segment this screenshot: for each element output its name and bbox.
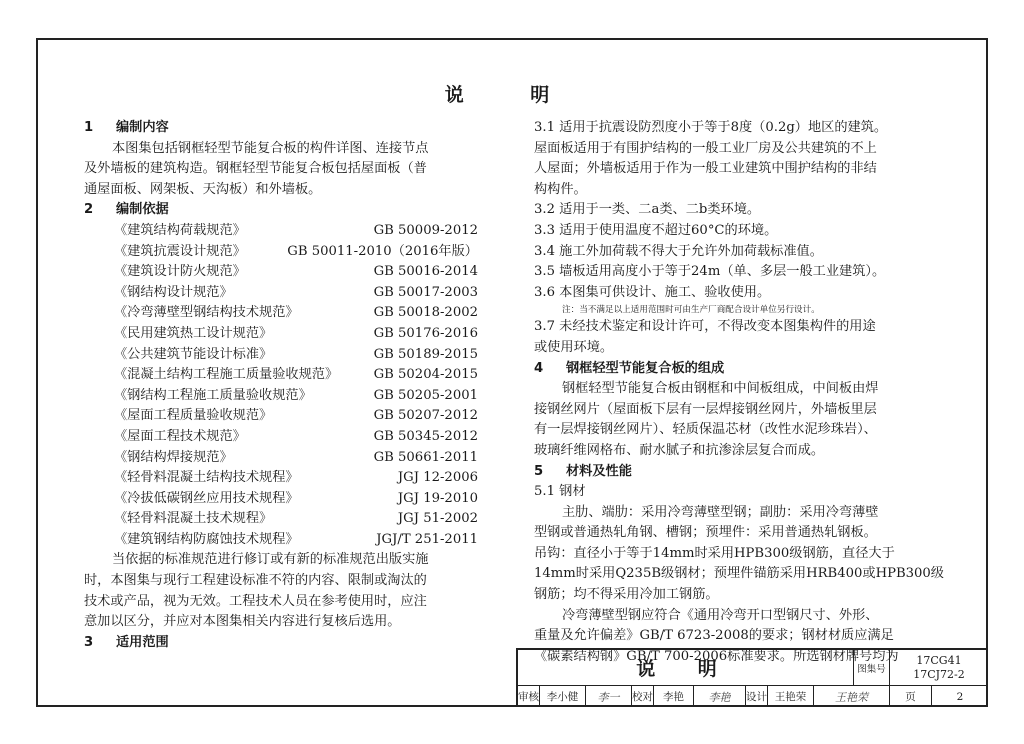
standard-reference (84, 406, 478, 427)
section-number: 2 (84, 202, 94, 218)
standard-reference (84, 386, 478, 407)
reviewer-name: 李小健 (540, 686, 586, 707)
page-number: 2 (956, 690, 964, 703)
body-text-line: 有一层焊接钢丝网片）、轻质保温芯材（改性水泥珍珠岩）、 (534, 422, 877, 438)
reviewer-signature-mark: 李一 (597, 690, 620, 704)
standard-name: 《屋面工程技术规范》 (114, 428, 246, 444)
atlas-number-2: 17CJ72-2 (913, 667, 965, 681)
atlas-number-label: 图集号 (854, 650, 890, 686)
body-text-line: 通屋面板、网架板、天沟板）和外墙板。 (84, 181, 322, 197)
body-text-line: 主肋、端肋：采用冷弯薄壁型钢；副肋：采用冷弯薄壁 (562, 504, 879, 520)
body-text-line: 3.2 适用于一类、二a类、二b类环境。 (534, 202, 761, 218)
atlas-number-1: 17CG41 (916, 653, 962, 667)
standard-code: GB 50189-2015 (373, 346, 478, 362)
body-text-line: 人屋面；外墙板适用于作为一般工业建筑中围护结构的非结 (534, 161, 877, 177)
standard-name: 《轻骨料混凝土结构技术规程》 (114, 470, 299, 486)
body-text-line: 意加以区分，并应对本图集相关内容进行复核后选用。 (84, 614, 401, 630)
standard-code: JGJ 51-2002 (397, 511, 478, 527)
body-text-line: 冷弯薄壁型钢应符合《通用冷弯开口型钢尺寸、外形、 (562, 607, 879, 623)
standard-code: GB 50017-2003 (373, 284, 478, 300)
standard-name: 《屋面工程质量验收规范》 (114, 408, 273, 424)
section-heading (534, 359, 944, 380)
section-heading (534, 462, 944, 483)
standard-reference (84, 324, 478, 345)
standard-name: 《建筑设计防火规范》 (114, 264, 246, 280)
standard-reference (84, 221, 478, 242)
standard-reference (84, 345, 478, 366)
section-number: 3 (84, 634, 94, 650)
standard-name: 《民用建筑热工设计规范》 (114, 325, 273, 341)
body-text-line: 当依据的标准规范进行修订或有新的标准规范出版实施 (112, 552, 429, 568)
standard-code: JGJ 19-2010 (397, 490, 478, 506)
standard-reference (84, 242, 478, 263)
section-heading (84, 200, 478, 221)
standard-name: 《建筑抗震设计规范》 (114, 243, 246, 259)
standard-reference (84, 283, 478, 304)
body-text-line: 3.5 墙板适用高度小于等于24m（单、多层一般工业建筑）。 (534, 264, 886, 280)
body-text-line: 钢筋；均不得采用冷加工钢筋。 (534, 587, 719, 603)
page-label: 页 (890, 686, 932, 707)
standard-name: 《钢结构焊接规范》 (114, 449, 233, 465)
body-text-line: 重量及允许偏差》GB/T 6723-2008的要求；钢材材质应满足 (534, 628, 894, 644)
standard-code: GB 50016-2014 (373, 264, 478, 280)
standard-name: 《钢结构工程施工质量验收规范》 (114, 387, 312, 403)
standard-code: GB 50207-2012 (373, 408, 478, 424)
standard-name: 《轻骨料混凝土技术规程》 (114, 511, 273, 527)
standard-reference (84, 509, 478, 530)
check-label: 校对 (632, 686, 654, 707)
standard-name: 《钢结构设计规范》 (114, 284, 233, 300)
checker-signature-mark: 李艳 (708, 690, 731, 704)
design-label: 设计 (746, 686, 768, 707)
body-text-line: 3.1 适用于抗震设防烈度小于等于8度（0.2g）地区的建筑。 (534, 120, 888, 135)
standard-code: GB 50009-2012 (373, 222, 478, 238)
section-heading-text: 编制内容 (116, 120, 169, 135)
section-number: 1 (84, 120, 94, 135)
body-text-line: 接钢丝网片（屋面板下层有一层焊接钢丝网片，外墙板里层 (534, 401, 877, 417)
standard-name: 《公共建筑节能设计标准》 (114, 346, 273, 362)
section-heading (84, 633, 478, 654)
standard-code: GB 50205-2001 (373, 387, 478, 403)
body-text-line: 《碳素结构钢》GB/T 700-2006标准要求。所选钢材牌号均为 (534, 648, 899, 664)
body-text-line: 本图集包括钢框轻型节能复合板的构件详图、连接节点 (112, 140, 429, 156)
standard-code: GB 50176-2016 (373, 325, 478, 341)
body-text-line: 3.3 适用于使用温度不超过60°C的环境。 (534, 222, 778, 238)
reviewer-signature (586, 686, 632, 707)
review-label: 审核 (518, 686, 540, 707)
designer-signature (814, 686, 890, 707)
standard-code: GB 50018-2002 (373, 305, 478, 321)
standard-reference (84, 262, 478, 283)
designer-name: 王艳荣 (768, 686, 814, 707)
checker-name: 李艳 (654, 686, 694, 707)
body-text-line: 型钢或普通热轧角钢、槽钢；预埋件：采用普通热轧钢板。 (534, 525, 877, 541)
standard-code: JGJ 12-2006 (397, 470, 478, 486)
section-number: 4 (534, 360, 544, 376)
standard-reference (84, 448, 478, 469)
body-text-line: 钢框轻型节能复合板由钢框和中间板组成，中间板由焊 (562, 381, 879, 397)
body-text-line: 5.1 钢材 (534, 484, 586, 500)
standard-reference (84, 427, 478, 448)
standard-reference (84, 489, 478, 510)
standard-code: JGJ/T 251-2011 (376, 531, 478, 547)
standard-name: 《冷弯薄壁型钢结构技术规范》 (114, 305, 299, 321)
standard-name: 《建筑结构荷载规范》 (114, 222, 246, 238)
standard-code: GB 50011-2010（2016年版） (287, 243, 478, 259)
designer-signature-mark: 王艳荣 (835, 690, 868, 704)
section-number: 5 (534, 463, 544, 479)
note-text: 注：当不满足以上适用范围时可由生产厂商配合设计单位另行设计。 (562, 305, 820, 316)
body-text-line: 构构件。 (534, 181, 587, 197)
standard-reference (84, 303, 478, 324)
title-block-title: 说 明 (518, 650, 854, 686)
body-text-line: 技术或产品，视为无效。工程技术人员在参考使用时，应注 (84, 593, 427, 609)
standard-code: GB 50661-2011 (373, 449, 478, 465)
atlas-number (890, 650, 988, 686)
signature-row (518, 686, 988, 707)
standard-reference (84, 530, 478, 551)
section-heading (84, 118, 478, 139)
checker-signature (694, 686, 746, 707)
body-text-line: 及外墙板的建筑构造。钢框轻型节能复合板包括屋面板（普 (84, 161, 427, 177)
body-text-line: 14mm时采用Q235B级钢材；预埋件锚筋采用HRB400或HPB300级 (534, 566, 944, 582)
section-heading-text: 钢框轻型节能复合板的组成 (566, 360, 725, 376)
standard-name: 《建筑钢结构防腐蚀技术规程》 (114, 531, 299, 547)
body-text-line: 或使用环境。 (534, 339, 614, 355)
body-text-line: 3.4 施工外加荷载不得大于允许外加荷载标准值。 (534, 243, 823, 259)
body-text-line: 3.7 未经技术鉴定和设计许可，不得改变本图集构件的用途 (534, 319, 876, 335)
body-text-line: 时，本图集与现行工程建设标准不符的内容、限制或淘汰的 (84, 573, 427, 589)
standard-name: 《混凝土结构工程施工质量验收规范》 (114, 367, 339, 383)
right-column (534, 118, 944, 667)
title-block (516, 648, 988, 707)
body-text-line: 屋面板适用于有围护结构的一般工业厂房及公共建筑的不上 (534, 140, 877, 156)
body-text-line: 玻璃纤维网格布、耐水腻子和抗渗涂层复合而成。 (534, 442, 825, 458)
section-heading-text: 编制依据 (116, 202, 169, 218)
standard-code: GB 50345-2012 (373, 428, 478, 444)
section-heading-text: 材料及性能 (566, 463, 632, 479)
page-title: 说 明 (444, 84, 580, 106)
body-text-line: 3.6 本图集可供设计、施工、验收使用。 (534, 284, 771, 300)
section-heading-text: 适用范围 (116, 634, 169, 650)
body-text-line: 吊钩：直径小于等于14mm时采用HPB300级钢筋，直径大于 (534, 545, 895, 561)
standard-reference (84, 468, 478, 489)
standard-reference (84, 365, 478, 386)
standard-name: 《冷拔低碳钢丝应用技术规程》 (114, 490, 299, 506)
standard-code: GB 50204-2015 (373, 367, 478, 383)
left-column (84, 118, 478, 653)
